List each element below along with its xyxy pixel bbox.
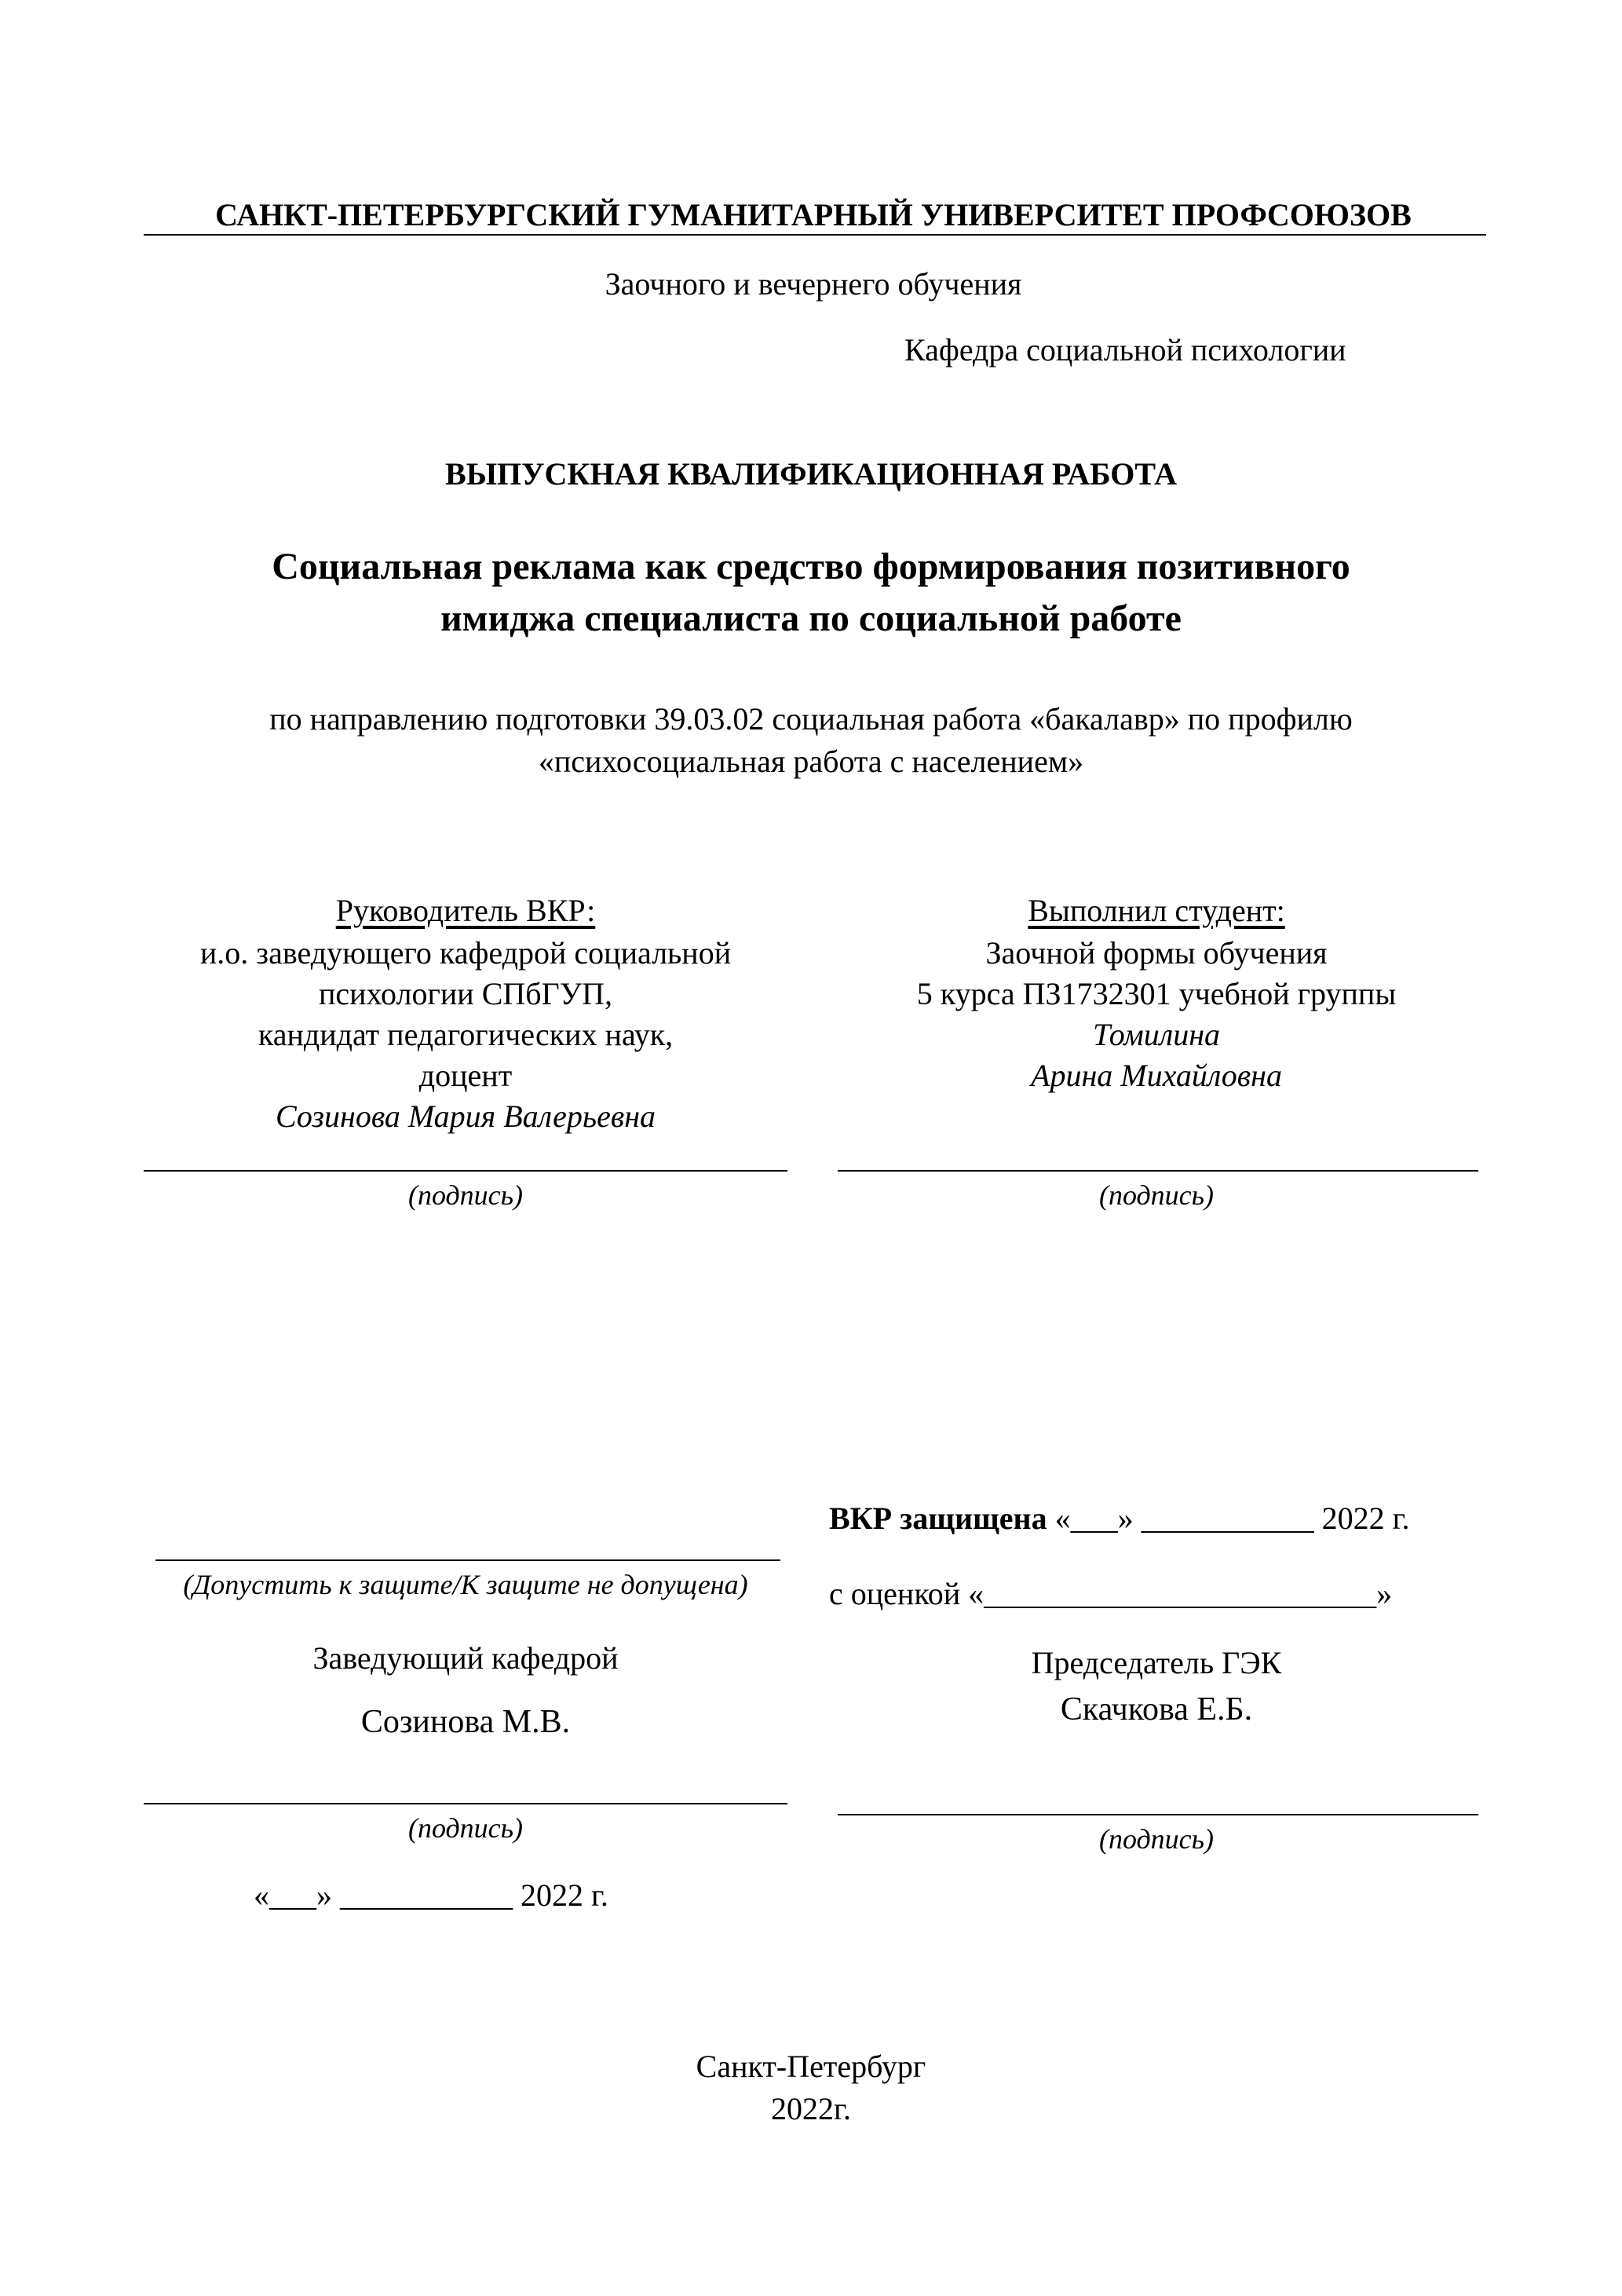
- department-name: Кафедра социальной психологии: [904, 332, 1346, 367]
- defense-date: «___» ___________ 2022 г.: [1047, 1501, 1410, 1536]
- head-signature-caption: (подпись): [407, 1812, 524, 1844]
- supervisor-rank: доцент: [418, 1058, 513, 1093]
- footer-year: 2022г.: [771, 2091, 851, 2126]
- direction-line2: «психосоциальная работа с населением»: [538, 744, 1084, 779]
- admission-caption: (Допустить к защите/К защите не допущена): [183, 1569, 748, 1600]
- supervisor-position-2: психологии СПбГУП,: [319, 976, 612, 1011]
- chair-signature-caption: (подпись): [1098, 1823, 1215, 1855]
- head-of-department-name: Созинова М.В.: [360, 1704, 571, 1740]
- admission-date: «___» ___________ 2022 г.: [254, 1877, 608, 1913]
- gek-chair-name: Скачкова Е.Б.: [1060, 1691, 1253, 1727]
- work-title-line2: имиджа специалиста по социальной работе: [440, 598, 1182, 639]
- faculty-name: Заочного и вечернего обучения: [605, 266, 1022, 302]
- head-of-department-title: Заведующий кафедрой: [312, 1640, 619, 1676]
- defense-line: [829, 1503, 1409, 1534]
- student-signature-caption: (подпись): [1098, 1179, 1215, 1211]
- defense-label: ВКР защищена: [829, 1501, 1047, 1536]
- header-rule: [144, 234, 1486, 236]
- supervisor-degree: кандидат педагогических наук,: [258, 1017, 674, 1052]
- chair-signature-line: [838, 1814, 1478, 1815]
- student-heading: Выполнил студент:: [1028, 893, 1285, 928]
- gek-chair-title: Председатель ГЭК: [1031, 1645, 1282, 1680]
- supervisor-heading: Руководитель ВКР:: [335, 893, 596, 928]
- student-signature-line: [838, 1170, 1478, 1172]
- supervisor-position-1: и.о. заведующего кафедрой социальной: [199, 935, 732, 971]
- student-surname: Томилина: [1092, 1017, 1221, 1052]
- work-type: ВЫПУСКНАЯ КВАЛИФИКАЦИОННАЯ РАБОТА: [445, 456, 1177, 492]
- grade-line: с оценкой «_________________________»: [829, 1576, 1393, 1611]
- work-title-line1: Социальная реклама как средство формирования позитивного: [272, 546, 1350, 587]
- head-signature-line: [144, 1803, 787, 1804]
- student-group: 5 курса ПЗ1732301 учебной группы: [916, 976, 1397, 1011]
- admission-line: [155, 1559, 780, 1561]
- student-study-form: Заочной формы обучения: [985, 935, 1328, 971]
- direction-line1: по направлению подготовки 39.03.02 социальная работа «бакалавр» по профилю: [269, 701, 1353, 737]
- supervisor-name: Созинова Мария Валерьевна: [275, 1099, 656, 1134]
- student-name: Арина Михайловна: [1031, 1058, 1282, 1093]
- supervisor-signature-caption: (подпись): [407, 1179, 524, 1211]
- supervisor-signature-line: [144, 1170, 787, 1172]
- university-name: САНКТ-ПЕТЕРБУРГСКИЙ ГУМАНИТАРНЫЙ УНИВЕРСИТЕТ ПРОФСОЮЗОВ: [215, 197, 1412, 232]
- footer-city: Санкт-Петербург: [696, 2049, 926, 2084]
